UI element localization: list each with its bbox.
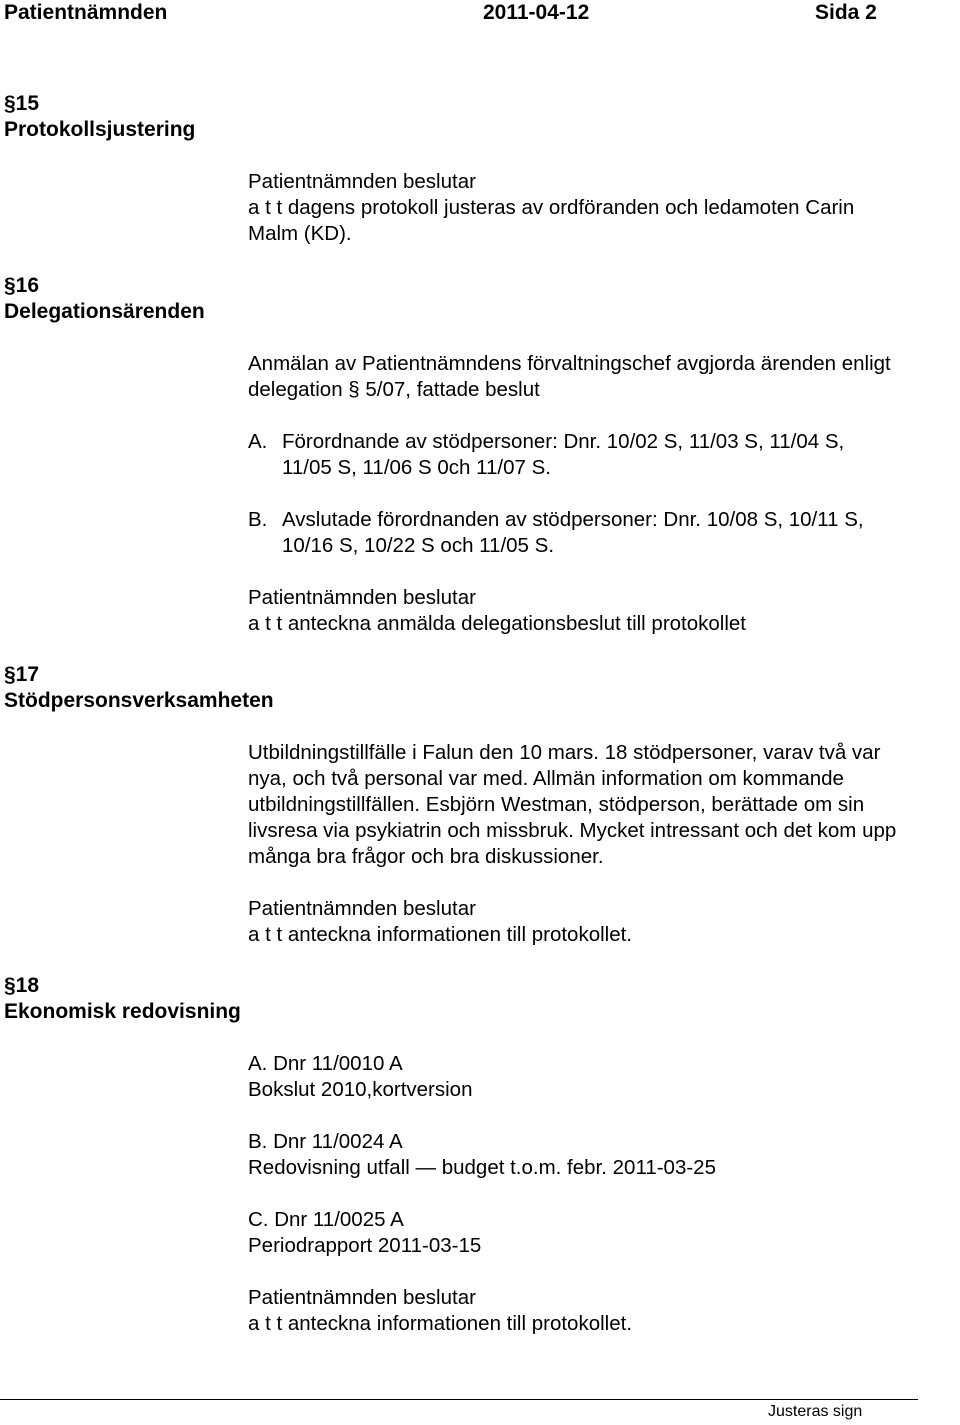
- section-15-title: Protokollsjustering: [4, 118, 196, 141]
- decision-intro: Patientnämnden beslutar: [248, 586, 476, 609]
- intro-line: Anmälan av Patientnämndens förvaltningschef avgjorda ärenden enligt: [248, 352, 891, 375]
- item-b-body: [282, 507, 864, 559]
- header-page: Sida 2: [815, 1, 877, 24]
- item-line: Avslutade förordnanden av stödpersoner: Dnr. 10/08 S, 10/11 S,: [282, 508, 864, 531]
- item-line: B. Dnr 11/0024 A: [248, 1130, 403, 1153]
- section-18-item-a: [248, 1051, 472, 1103]
- item-b-label: B.: [248, 508, 268, 531]
- section-18-item-c: [248, 1207, 481, 1259]
- decision-intro: Patientnämnden beslutar: [248, 897, 476, 920]
- section-18-item-b: [248, 1129, 716, 1181]
- section-16-number: §16: [4, 274, 40, 297]
- section-16-title: Delegationsärenden: [4, 300, 205, 323]
- section-15-heading: [4, 91, 195, 143]
- header-org: Patientnämnden: [4, 1, 168, 24]
- section-17-body: [248, 740, 896, 870]
- section-16-decision: [248, 585, 746, 637]
- body-line: många bra frågor och bra diskussioner.: [248, 845, 604, 868]
- item-a-body: [282, 429, 844, 481]
- section-15-number: §15: [4, 92, 40, 115]
- section-18-decision: [248, 1285, 632, 1337]
- decision-line: a t t anteckna informationen till protokollet.: [248, 923, 633, 946]
- section-17-decision: [248, 896, 632, 948]
- decision-line: a t t dagens protokoll justeras av ordföranden och ledamoten Carin: [248, 196, 855, 219]
- item-line: Redovisning utfall — budget t.o.m. febr. 2011-03-25: [248, 1156, 716, 1179]
- signature-label: Justeras sign: [768, 1403, 863, 1420]
- item-line: 11/05 S, 11/06 S 0ch 11/07 S.: [282, 456, 551, 479]
- section-16-heading: [4, 273, 205, 325]
- body-line: livsresa via psykiatrin och missbruk. Mycket intressant och det kom upp: [248, 819, 897, 842]
- header-date: 2011-04-12: [483, 1, 590, 24]
- decision-intro: Patientnämnden beslutar: [248, 1286, 476, 1309]
- intro-line: delegation § 5/07, fattade beslut: [248, 378, 540, 401]
- body-line: Utbildningstillfälle i Falun den 10 mars. 18 stödpersoner, varav två var: [248, 741, 881, 764]
- decision-line: a t t anteckna informationen till protokollet.: [248, 1312, 633, 1335]
- decision-line: Malm (KD).: [248, 222, 352, 245]
- section-18-heading: [4, 973, 241, 1025]
- decision-intro: Patientnämnden beslutar: [248, 170, 476, 193]
- item-a-label: A.: [248, 430, 268, 453]
- section-18-title: Ekonomisk redovisning: [4, 1000, 241, 1023]
- decision-line: a t t anteckna anmälda delegationsbeslut till protokollet: [248, 612, 747, 635]
- section-17-title: Stödpersonsverksamheten: [4, 689, 274, 712]
- item-line: C. Dnr 11/0025 A: [248, 1208, 404, 1231]
- section-16-intro: [248, 351, 891, 403]
- body-line: nya, och två personal var med. Allmän information om kommande: [248, 767, 844, 790]
- body-line: utbildningstillfällen. Esbjörn Westman, stödperson, berättade om sin: [248, 793, 865, 816]
- item-line: Periodrapport 2011-03-15: [248, 1234, 482, 1257]
- item-line: 10/16 S, 10/22 S och 11/05 S.: [282, 534, 555, 557]
- item-line: Förordnande av stödpersoner: Dnr. 10/02 S, 11/03 S, 11/04 S,: [282, 430, 845, 453]
- item-line: Bokslut 2010,kortversion: [248, 1078, 473, 1101]
- section-18-number: §18: [4, 974, 40, 997]
- section-15-decision: [248, 169, 854, 247]
- section-17-heading: [4, 662, 274, 714]
- item-line: A. Dnr 11/0010 A: [248, 1052, 403, 1075]
- section-17-number: §17: [4, 663, 40, 686]
